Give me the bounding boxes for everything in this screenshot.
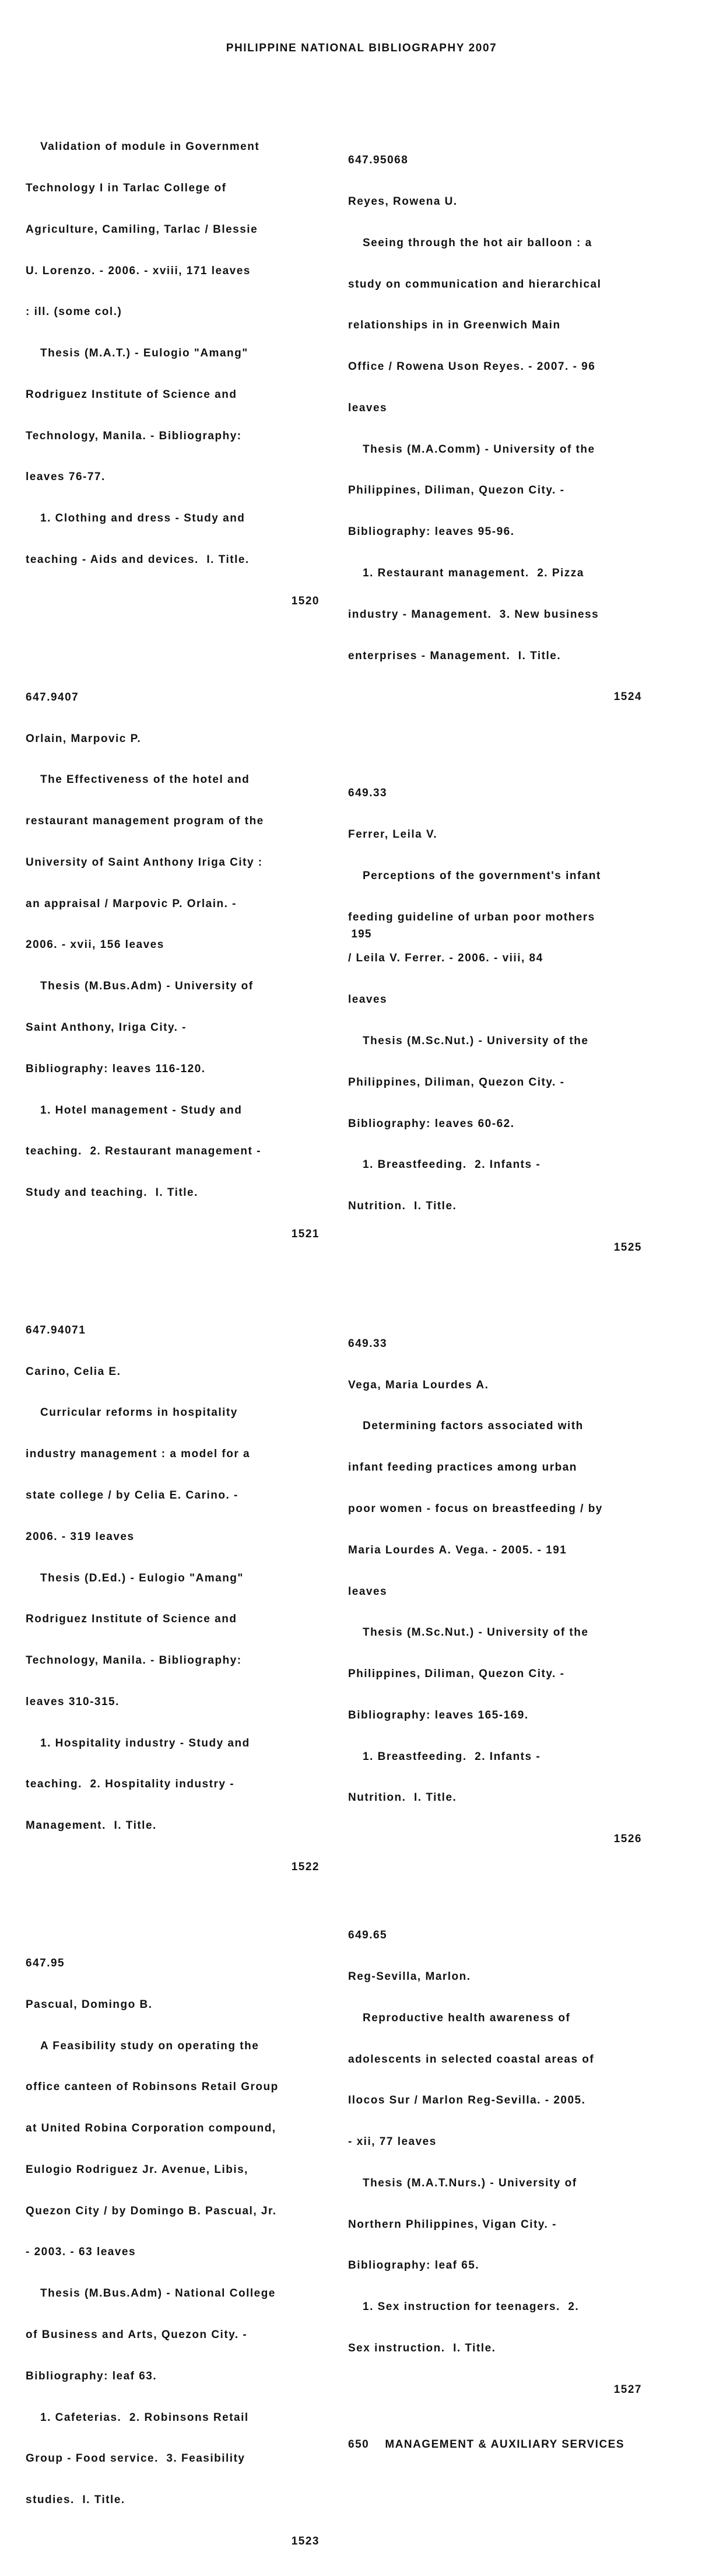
title-line: Agriculture, Camiling, Tarlac / Blessie	[26, 223, 258, 236]
subject-headings: industry - Management. 3. New business	[348, 608, 599, 621]
thesis-note: Bibliography: leaves 165-169.	[348, 1709, 529, 1721]
title-line: study on communication and hierarchical	[348, 278, 602, 290]
subject-headings: 1. Sex instruction for teenagers. 2.	[363, 2301, 580, 2314]
title-line: Determining factors associated with	[363, 1420, 584, 1433]
entry-number: 1522	[291, 1861, 320, 1874]
bibliography-entry-1521	[26, 663, 320, 1269]
entry-number: 1525	[613, 1241, 642, 1254]
title-line: A Feasibility study on operating the	[40, 2039, 259, 2052]
class-number: 649.33	[348, 787, 388, 800]
author: Reyes, Rowena U.	[348, 195, 458, 208]
thesis-note: Thesis (M.A.Comm) - University of the	[363, 443, 595, 456]
subject-headings: Nutrition. I. Title.	[348, 1791, 457, 1804]
subject-headings: teaching - Aids and devices. I. Title.	[26, 554, 250, 566]
subject-headings: Sex instruction. I. Title.	[348, 2342, 496, 2355]
thesis-note: Thesis (M.A.T.Nurs.) - University of	[363, 2176, 577, 2189]
class-number: 647.95068	[348, 154, 409, 167]
thesis-note: of Business and Arts, Quezon City. -	[26, 2329, 248, 2342]
class-number: 647.95	[26, 1957, 65, 1969]
thesis-note: Thesis (M.Bus.Adm) - University of	[40, 980, 254, 993]
thesis-note: Bibliography: leaves 116-120.	[26, 1062, 206, 1075]
subject-headings: studies. I. Title.	[26, 2494, 125, 2507]
title-line: poor women - focus on breastfeeding / by	[348, 1503, 603, 1515]
title-line: Technology I in Tarlac College of	[26, 181, 227, 194]
entry-number: 1524	[613, 691, 642, 704]
title-line: leaves	[348, 401, 388, 414]
title-line: at United Robina Corporation compound,	[26, 2122, 276, 2135]
thesis-note: leaves 76-77.	[26, 471, 106, 484]
thesis-note: Thesis (M.Bus.Adm) - National College	[40, 2287, 276, 2300]
title-line: leaves	[348, 1585, 388, 1598]
title-line: Reproductive health awareness of	[363, 2011, 571, 2024]
class-number: 649.33	[348, 1337, 388, 1350]
bibliography-entry-1523	[26, 1929, 320, 2576]
subject-headings: 1. Hospitality industry - Study and	[40, 1737, 250, 1749]
right-column	[348, 126, 642, 2451]
author: Orlain, Marpovic P.	[26, 732, 142, 745]
thesis-note: Technology, Manila. - Bibliography:	[26, 1654, 242, 1667]
title-line: infant feeding practices among urban	[348, 1461, 577, 1474]
entry-number: 1523	[291, 2535, 320, 2547]
left-column	[26, 113, 320, 2576]
title-line: : ill. (some col.)	[26, 306, 122, 318]
title-line: - xii, 77 leaves	[348, 2136, 437, 2148]
page-header: PHILIPPINE NATIONAL BIBLIOGRAPHY 2007	[226, 42, 497, 54]
subject-headings: 1. Cafeterias. 2. Robinsons Retail	[40, 2411, 249, 2424]
entry-number: 1527	[613, 2383, 642, 2396]
subject-headings: 1. Breastfeeding. 2. Infants -	[363, 1158, 541, 1171]
class-number: 649.65	[348, 1929, 388, 1942]
thesis-note: Rodriguez Institute of Science and	[26, 1613, 237, 1626]
title-line: industry management : a model for a	[26, 1448, 251, 1461]
entry-number: 1526	[613, 1833, 642, 1846]
thesis-note: Thesis (M.Sc.Nut.) - University of the	[363, 1035, 589, 1047]
title-line: an appraisal / Marpovic P. Orlain. -	[26, 897, 237, 910]
thesis-note: Bibliography: leaves 60-62.	[348, 1117, 515, 1130]
thesis-note: Northern Philippines, Vigan City. -	[348, 2218, 557, 2231]
bibliography-entry-1526	[348, 1310, 642, 1874]
page-number: 195	[351, 928, 372, 940]
author: Vega, Maria Lourdes A.	[348, 1378, 489, 1391]
thesis-note: Bibliography: leaves 95-96.	[348, 526, 515, 538]
subject-headings: 1. Restaurant management. 2. Pizza	[363, 567, 584, 579]
title-line: Eulogio Rodriguez Jr. Avenue, Libis,	[26, 2163, 248, 2176]
subject-headings: enterprises - Management. I. Title.	[348, 649, 561, 662]
class-number: 647.9407	[26, 691, 79, 704]
title-line: Ilocos Sur / Marlon Reg-Sevilla. - 2005.	[348, 2094, 586, 2107]
title-line: Office / Rowena Uson Reyes. - 2007. - 96	[348, 360, 596, 373]
author: Pascual, Domingo B.	[26, 1998, 153, 2011]
title-line: Seeing through the hot air balloon : a	[363, 236, 592, 249]
title-line: 2006. - 319 leaves	[26, 1530, 135, 1543]
author: Reg-Sevilla, Marlon.	[348, 1971, 471, 1983]
thesis-note: Philippines, Diliman, Quezon City. -	[348, 1076, 565, 1088]
title-line: / Leila V. Ferrer. - 2006. - viii, 84	[348, 952, 543, 965]
thesis-note: Bibliography: leaf 65.	[348, 2259, 480, 2272]
bibliography-entry-1522	[26, 1296, 320, 1902]
bibliography-entry-1525	[348, 759, 642, 1282]
entry-number: 1520	[291, 594, 320, 607]
title-line: Validation of module in Government	[40, 141, 260, 153]
title-line: adolescents in selected coastal areas of	[348, 2053, 595, 2066]
title-line: University of Saint Anthony Iriga City :	[26, 856, 263, 869]
title-line: Maria Lourdes A. Vega. - 2005. - 191	[348, 1544, 567, 1556]
author: Ferrer, Leila V.	[348, 828, 438, 841]
title-line: feeding guideline of urban poor mothers	[348, 911, 595, 923]
bibliography-entry-1520	[26, 113, 320, 636]
subject-headings: teaching. 2. Restaurant management -	[26, 1145, 261, 1158]
title-line: state college / by Celia E. Carino. -	[26, 1489, 238, 1502]
entry-number: 1521	[291, 1227, 320, 1240]
subject-headings: 1. Breastfeeding. 2. Infants -	[363, 1750, 541, 1763]
thesis-note: Thesis (M.Sc.Nut.) - University of the	[363, 1626, 589, 1639]
section-heading: 650 MANAGEMENT & AUXILIARY SERVICES	[348, 2438, 625, 2451]
bibliography-entry-1524	[348, 126, 642, 732]
thesis-note: Philippines, Diliman, Quezon City. -	[348, 1668, 565, 1681]
thesis-note: Rodriguez Institute of Science and	[26, 388, 237, 401]
title-line: U. Lorenzo. - 2006. - xviii, 171 leaves	[26, 264, 251, 277]
subject-headings: Study and teaching. I. Title.	[26, 1186, 198, 1199]
thesis-note: Saint Anthony, Iriga City. -	[26, 1021, 187, 1034]
thesis-note: Thesis (D.Ed.) - Eulogio "Amang"	[40, 1572, 244, 1584]
subject-headings: Group - Food service. 3. Feasibility	[26, 2452, 245, 2465]
title-line: Perceptions of the government's infant	[363, 869, 601, 882]
subject-headings: 1. Clothing and dress - Study and	[40, 512, 245, 525]
subject-headings: Management. I. Title.	[26, 1819, 157, 1832]
subject-headings: Nutrition. I. Title.	[348, 1200, 457, 1213]
title-line: relationships in in Greenwich Main	[348, 319, 561, 332]
subject-headings: 1. Hotel management - Study and	[40, 1104, 243, 1116]
title-line: office canteen of Robinsons Retail Group	[26, 2081, 279, 2094]
thesis-note: Philippines, Diliman, Quezon City. -	[348, 484, 565, 497]
thesis-note: Bibliography: leaf 63.	[26, 2370, 157, 2382]
title-line: The Effectiveness of the hotel and	[40, 774, 250, 786]
title-line: - 2003. - 63 leaves	[26, 2246, 136, 2259]
title-line: Quezon City / by Domingo B. Pascual, Jr.	[26, 2204, 277, 2217]
thesis-note: Technology, Manila. - Bibliography:	[26, 429, 242, 442]
thesis-note: leaves 310-315.	[26, 1695, 120, 1708]
thesis-note: Thesis (M.A.T.) - Eulogio "Amang"	[40, 347, 248, 360]
subject-headings: teaching. 2. Hospitality industry -	[26, 1778, 235, 1791]
title-line: restaurant management program of the	[26, 815, 264, 828]
class-number: 647.94071	[26, 1324, 86, 1336]
bibliography-entry-1527	[348, 1901, 642, 2424]
title-line: Curricular reforms in hospitality	[40, 1406, 238, 1419]
author: Carino, Celia E.	[26, 1365, 121, 1378]
title-line: 2006. - xvii, 156 leaves	[26, 939, 164, 951]
title-line: leaves	[348, 993, 388, 1006]
